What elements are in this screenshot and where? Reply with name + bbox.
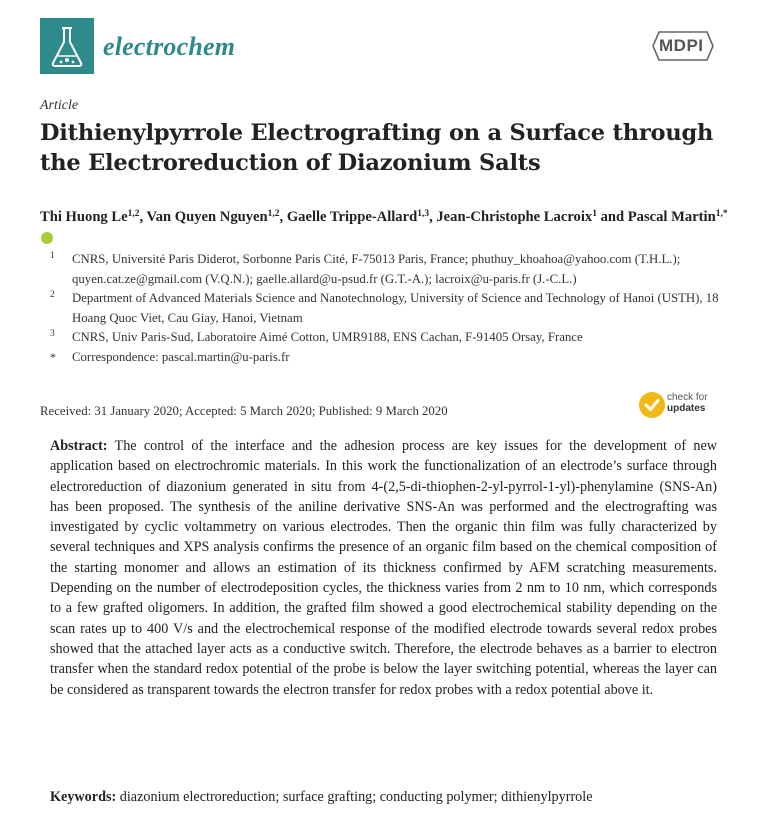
author-separator: , <box>279 209 287 225</box>
correspondence-item <box>40 348 730 368</box>
check-for-updates-icon[interactable] <box>638 391 666 419</box>
abstract-label: Abstract: <box>50 438 108 454</box>
correspondence-marker: * <box>50 349 56 364</box>
author-name: Gaelle Trippe-Allard <box>286 209 418 225</box>
affiliation-number: 1 <box>50 251 55 261</box>
article-type: Article <box>40 98 79 113</box>
affiliation-list <box>40 250 730 367</box>
affiliation-number: 2 <box>50 290 55 300</box>
author-name: Van Quyen Nguyen <box>146 209 268 225</box>
journal-logo[interactable] <box>40 18 94 74</box>
keywords-text: diazonium electroreduction; surface grafting; conducting polymer; dithienylpyrrole <box>119 789 593 805</box>
affiliation-item <box>40 289 730 328</box>
affiliation-text: Department of Advanced Materials Science and Nanotechnology, University of Science and Technology of Hanoi (USTH), 18 Hoang Quoc Viet, Cau Giay, Hanoi, Vietnam <box>72 291 719 325</box>
abstract-text: The control of the interface and the adhesion process are key issues for the development of new application based on electrochromic materials. In this work the functionalization of an electrode’s surface through electroreduction of diazonium generated in situ from 4-(2,5-di-thiophen-2-yl-pyrrol-1-yl)-phenylamine (SNS-An) has been proposed. The synthesis of the aniline derivative SNS-An was performed and the electrografting was investigated by cyclic voltammetry on various electrodes. Then the organic thin film was fully characterized by several techniques and XPS analysis confirms the presence of an organic film based on the chemical composition of the starting monomer and allows an estimation of its thickness confirmed by AFM scratching measurements. Depending on the number of electrodeposition cycles, the thickness varies from 2 nm to 10 nm, which corresponds to a few grafted oligomers. In addition, the grafted film showed a good electrochemical stability depending on the scan rates up to 400 V/s and the electrochemical response of the modified electrode towards several redox probes showed that the attached layer acts as a conductive switch. Therefore, the electrode behaves as a barrier to electron transfer when the standard redox potential of the probe is below the layer switching potential, whereas the layer can be considered as transparent towards the electron transfer for redox probes with a redox potential above it. <box>50 438 717 698</box>
check-for-updates-link[interactable] <box>667 392 708 414</box>
affiliation-number: 3 <box>50 329 55 339</box>
abstract <box>50 436 717 700</box>
publisher-logo-text[interactable]: MDPI <box>659 36 704 55</box>
author-affiliation-marker: 1 <box>592 209 597 219</box>
journal-name[interactable]: electrochem <box>103 32 236 61</box>
publication-dates: Received: 31 January 2020; Accepted: 5 March 2020; Published: 9 March 2020 <box>40 404 448 418</box>
affiliation-item <box>40 250 730 289</box>
author-separator: and <box>596 209 628 225</box>
flask-logo-icon <box>40 18 94 74</box>
article-title: Dithienylpyrrole Electrografting on a Surface through the Electroreduction of Diazonium Salts <box>40 120 714 176</box>
author-name: Thi Huong Le <box>40 209 128 225</box>
affiliation-item <box>40 328 730 348</box>
updates-line-2: updates <box>667 403 706 414</box>
author-separator: , <box>139 209 147 225</box>
author-affiliation-marker: 1,2 <box>267 209 280 219</box>
author-name: Jean-Christophe Lacroix <box>436 209 593 225</box>
affiliation-text: CNRS, Univ Paris-Sud, Laboratoire Aimé Cotton, UMR9188, ENS Cachan, F-91405 Orsay, France <box>72 330 583 344</box>
orcid-icon[interactable] <box>41 232 53 244</box>
author-separator: , <box>429 209 437 225</box>
author-affiliation-marker: 1,2 <box>127 209 140 219</box>
affiliation-text: CNRS, Université Paris Diderot, Sorbonne Paris Cité, F-75013 Paris, France; phuthuy_khoahoa@yahoo.com (T.H.L.); quyen.cat.ze@gmail.com (V.Q.N.); gaelle.allard@u-psud.fr (G.T.-A.); lacroix@u-paris.fr (J.-C.L.) <box>72 252 681 286</box>
author-name: Pascal Martin <box>627 209 716 225</box>
keywords-label: Keywords: <box>50 789 117 805</box>
author-list <box>40 203 730 250</box>
keywords <box>50 789 730 806</box>
correspondence-text: Correspondence: pascal.martin@u-paris.fr <box>72 349 290 364</box>
updates-line-1: check for <box>667 392 708 403</box>
author-affiliation-marker: 1,3 <box>417 209 430 219</box>
author-affiliation-marker: 1,* <box>715 209 728 219</box>
